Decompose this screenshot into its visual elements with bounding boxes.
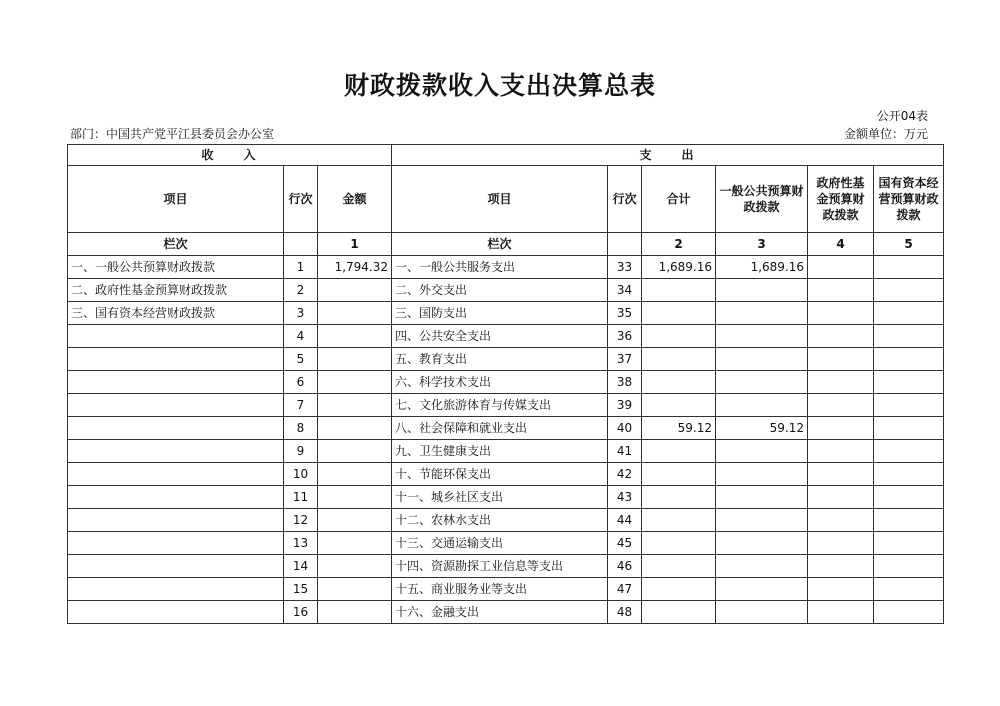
- general-budget-amount-cell: [716, 348, 808, 371]
- general-budget-amount-cell: 1,689.16: [716, 256, 808, 279]
- gov-fund-amount-cell: [808, 463, 874, 486]
- state-capital-amount-cell: [874, 555, 944, 578]
- expense-column-index-label: 栏次: [392, 233, 608, 256]
- income-row-no-cell: 8: [284, 417, 318, 440]
- income-row-no-cell: 10: [284, 463, 318, 486]
- expense-row-no-cell: 39: [608, 394, 642, 417]
- expense-row-no-cell: 44: [608, 509, 642, 532]
- general-budget-amount-cell: [716, 509, 808, 532]
- income-amount-header: 金额: [318, 166, 392, 233]
- expense-section-header: 支 出: [392, 145, 944, 166]
- gov-fund-amount-cell: [808, 371, 874, 394]
- income-item-cell: [68, 371, 284, 394]
- gov-fund-amount-cell: [808, 509, 874, 532]
- income-row-no-cell: 14: [284, 555, 318, 578]
- expense-total-cell: 1,689.16: [642, 256, 716, 279]
- income-item-cell: [68, 440, 284, 463]
- general-budget-amount-cell: [716, 578, 808, 601]
- expense-total-cell: [642, 302, 716, 325]
- state-capital-amount-cell: [874, 417, 944, 440]
- gov-fund-amount-cell: [808, 302, 874, 325]
- table-row: [68, 394, 944, 417]
- expense-total-cell: [642, 578, 716, 601]
- general-budget-amount-cell: [716, 325, 808, 348]
- expense-row-no-cell: 48: [608, 601, 642, 624]
- income-item-cell: [68, 509, 284, 532]
- income-column-index-label: 栏次: [68, 233, 284, 256]
- income-item-cell: 一、一般公共预算财政拨款: [68, 256, 284, 279]
- general-budget-column-index: 3: [716, 233, 808, 256]
- table-row: [68, 279, 944, 302]
- expense-total-cell: 59.12: [642, 417, 716, 440]
- gov-fund-header: 政府性基金预算财政拨款: [808, 166, 874, 233]
- expense-row-no-cell: 42: [608, 463, 642, 486]
- table-row: [68, 325, 944, 348]
- income-amount-cell: [318, 532, 392, 555]
- gov-fund-amount-cell: [808, 578, 874, 601]
- expense-total-cell: [642, 394, 716, 417]
- expense-row-no-cell: 40: [608, 417, 642, 440]
- page-title: 财政拨款收入支出决算总表: [343, 71, 656, 100]
- state-capital-amount-cell: [874, 348, 944, 371]
- expense-total-cell: [642, 463, 716, 486]
- expense-item-cell: 六、科学技术支出: [392, 371, 608, 394]
- table-row: [68, 463, 944, 486]
- expense-total-cell: [642, 325, 716, 348]
- expense-total-cell: [642, 371, 716, 394]
- expense-total-cell: [642, 532, 716, 555]
- income-amount-cell: [318, 509, 392, 532]
- gov-fund-amount-cell: [808, 394, 874, 417]
- general-budget-amount-cell: [716, 440, 808, 463]
- state-capital-amount-cell: [874, 394, 944, 417]
- amount-column-index: 1: [318, 233, 392, 256]
- general-budget-header: 一般公共预算财政拨款: [716, 166, 808, 233]
- income-row-no-cell: 6: [284, 371, 318, 394]
- state-capital-amount-cell: [874, 463, 944, 486]
- income-row-no-cell: 16: [284, 601, 318, 624]
- gov-fund-amount-cell: [808, 601, 874, 624]
- income-amount-cell: [318, 578, 392, 601]
- expense-item-cell: 一、一般公共服务支出: [392, 256, 608, 279]
- column-index-row: [68, 233, 944, 256]
- expense-item-cell: 十三、交通运输支出: [392, 532, 608, 555]
- income-amount-cell: [318, 463, 392, 486]
- general-budget-amount-cell: [716, 486, 808, 509]
- state-capital-amount-cell: [874, 486, 944, 509]
- income-row-no-cell: 13: [284, 532, 318, 555]
- table-row: [68, 371, 944, 394]
- state-capital-amount-cell: [874, 325, 944, 348]
- state-capital-amount-cell: [874, 532, 944, 555]
- budget-table: [67, 144, 944, 624]
- expense-item-cell: 五、教育支出: [392, 348, 608, 371]
- expense-row-no-cell: 47: [608, 578, 642, 601]
- general-budget-amount-cell: [716, 279, 808, 302]
- table-row: [68, 348, 944, 371]
- department-label: 部门：中国共产党平江县委员会办公室: [70, 127, 275, 141]
- gov-fund-amount-cell: [808, 555, 874, 578]
- expense-item-cell: 四、公共安全支出: [392, 325, 608, 348]
- income-amount-cell: [318, 371, 392, 394]
- expense-total-cell: [642, 509, 716, 532]
- expense-row-no-cell: 34: [608, 279, 642, 302]
- gov-fund-amount-cell: [808, 486, 874, 509]
- income-item-cell: [68, 555, 284, 578]
- expense-total-cell: [642, 555, 716, 578]
- table-row: [68, 509, 944, 532]
- table-row: [68, 440, 944, 463]
- general-budget-amount-cell: [716, 532, 808, 555]
- expense-row-no-header: 行次: [608, 166, 642, 233]
- state-capital-amount-cell: [874, 302, 944, 325]
- expense-row-no-cell: 43: [608, 486, 642, 509]
- state-capital-amount-cell: [874, 509, 944, 532]
- general-budget-amount-cell: [716, 394, 808, 417]
- state-capital-amount-cell: [874, 578, 944, 601]
- table-row: [68, 555, 944, 578]
- income-item-cell: [68, 578, 284, 601]
- income-amount-cell: [318, 325, 392, 348]
- income-row-no-cell: 1: [284, 256, 318, 279]
- state-capital-amount-cell: [874, 440, 944, 463]
- table-row: [68, 417, 944, 440]
- income-row-no-cell: 9: [284, 440, 318, 463]
- expense-item-cell: 十四、资源勘探工业信息等支出: [392, 555, 608, 578]
- expense-total-cell: [642, 279, 716, 302]
- expense-row-no-cell: 35: [608, 302, 642, 325]
- income-item-cell: [68, 486, 284, 509]
- general-budget-amount-cell: [716, 302, 808, 325]
- table-row: [68, 256, 944, 279]
- gov-fund-column-index: 4: [808, 233, 874, 256]
- income-row-no-cell: 7: [284, 394, 318, 417]
- gov-fund-amount-cell: [808, 417, 874, 440]
- unit-label: 金额单位：万元: [843, 127, 928, 141]
- expense-item-cell: 三、国防支出: [392, 302, 608, 325]
- income-amount-cell: [318, 279, 392, 302]
- expense-item-cell: 二、外交支出: [392, 279, 608, 302]
- income-item-cell: [68, 394, 284, 417]
- income-item-cell: [68, 601, 284, 624]
- gov-fund-amount-cell: [808, 325, 874, 348]
- table-row: [68, 486, 944, 509]
- total-column-index: 2: [642, 233, 716, 256]
- income-section-header: 收 入: [68, 145, 392, 166]
- income-amount-cell: 1,794.32: [318, 256, 392, 279]
- expense-item-cell: 十、节能环保支出: [392, 463, 608, 486]
- expense-row-no-cell: 36: [608, 325, 642, 348]
- state-capital-amount-cell: [874, 279, 944, 302]
- expense-item-cell: 十二、农林水支出: [392, 509, 608, 532]
- income-amount-cell: [318, 302, 392, 325]
- gov-fund-amount-cell: [808, 256, 874, 279]
- state-capital-amount-cell: [874, 371, 944, 394]
- table-row: [68, 578, 944, 601]
- expense-item-cell: 十一、城乡社区支出: [392, 486, 608, 509]
- income-item-cell: [68, 417, 284, 440]
- expense-row-no-cell: 46: [608, 555, 642, 578]
- income-row-no-cell: 4: [284, 325, 318, 348]
- column-header-row: [68, 166, 944, 233]
- expense-row-no-index: [608, 233, 642, 256]
- income-amount-cell: [318, 555, 392, 578]
- income-item-cell: [68, 463, 284, 486]
- income-row-no-cell: 15: [284, 578, 318, 601]
- income-row-no-cell: 3: [284, 302, 318, 325]
- section-header-row: [68, 145, 944, 166]
- form-number: 公开04表: [876, 109, 928, 123]
- expense-total-cell: [642, 601, 716, 624]
- income-row-no-cell: 2: [284, 279, 318, 302]
- expense-total-cell: [642, 440, 716, 463]
- expense-row-no-cell: 45: [608, 532, 642, 555]
- general-budget-amount-cell: [716, 371, 808, 394]
- income-item-cell: 三、国有资本经营财政拨款: [68, 302, 284, 325]
- general-budget-amount-cell: [716, 601, 808, 624]
- table-row: [68, 532, 944, 555]
- income-item-cell: [68, 325, 284, 348]
- income-amount-cell: [318, 440, 392, 463]
- expense-item-header: 项目: [392, 166, 608, 233]
- income-item-cell: [68, 348, 284, 371]
- gov-fund-amount-cell: [808, 532, 874, 555]
- expense-item-cell: 十五、商业服务业等支出: [392, 578, 608, 601]
- income-row-no-cell: 12: [284, 509, 318, 532]
- state-capital-column-index: 5: [874, 233, 944, 256]
- income-item-cell: 二、政府性基金预算财政拨款: [68, 279, 284, 302]
- state-capital-amount-cell: [874, 256, 944, 279]
- expense-row-no-cell: 41: [608, 440, 642, 463]
- gov-fund-amount-cell: [808, 440, 874, 463]
- expense-item-cell: 九、卫生健康支出: [392, 440, 608, 463]
- general-budget-amount-cell: [716, 463, 808, 486]
- income-amount-cell: [318, 348, 392, 371]
- income-amount-cell: [318, 417, 392, 440]
- income-row-no-cell: 5: [284, 348, 318, 371]
- income-item-cell: [68, 532, 284, 555]
- general-budget-amount-cell: 59.12: [716, 417, 808, 440]
- gov-fund-amount-cell: [808, 348, 874, 371]
- table-row: [68, 302, 944, 325]
- income-amount-cell: [318, 601, 392, 624]
- income-item-header: 项目: [68, 166, 284, 233]
- expense-total-cell: [642, 486, 716, 509]
- state-capital-amount-cell: [874, 601, 944, 624]
- total-header: 合计: [642, 166, 716, 233]
- table-row: [68, 601, 944, 624]
- income-row-no-header: 行次: [284, 166, 318, 233]
- expense-row-no-cell: 33: [608, 256, 642, 279]
- general-budget-amount-cell: [716, 555, 808, 578]
- income-row-no-index: [284, 233, 318, 256]
- expense-item-cell: 七、文化旅游体育与传媒支出: [392, 394, 608, 417]
- expense-total-cell: [642, 348, 716, 371]
- income-amount-cell: [318, 394, 392, 417]
- gov-fund-amount-cell: [808, 279, 874, 302]
- state-capital-header: 国有资本经营预算财政拨款: [874, 166, 944, 233]
- expense-item-cell: 十六、金融支出: [392, 601, 608, 624]
- income-amount-cell: [318, 486, 392, 509]
- expense-item-cell: 八、社会保障和就业支出: [392, 417, 608, 440]
- income-row-no-cell: 11: [284, 486, 318, 509]
- expense-row-no-cell: 38: [608, 371, 642, 394]
- expense-row-no-cell: 37: [608, 348, 642, 371]
